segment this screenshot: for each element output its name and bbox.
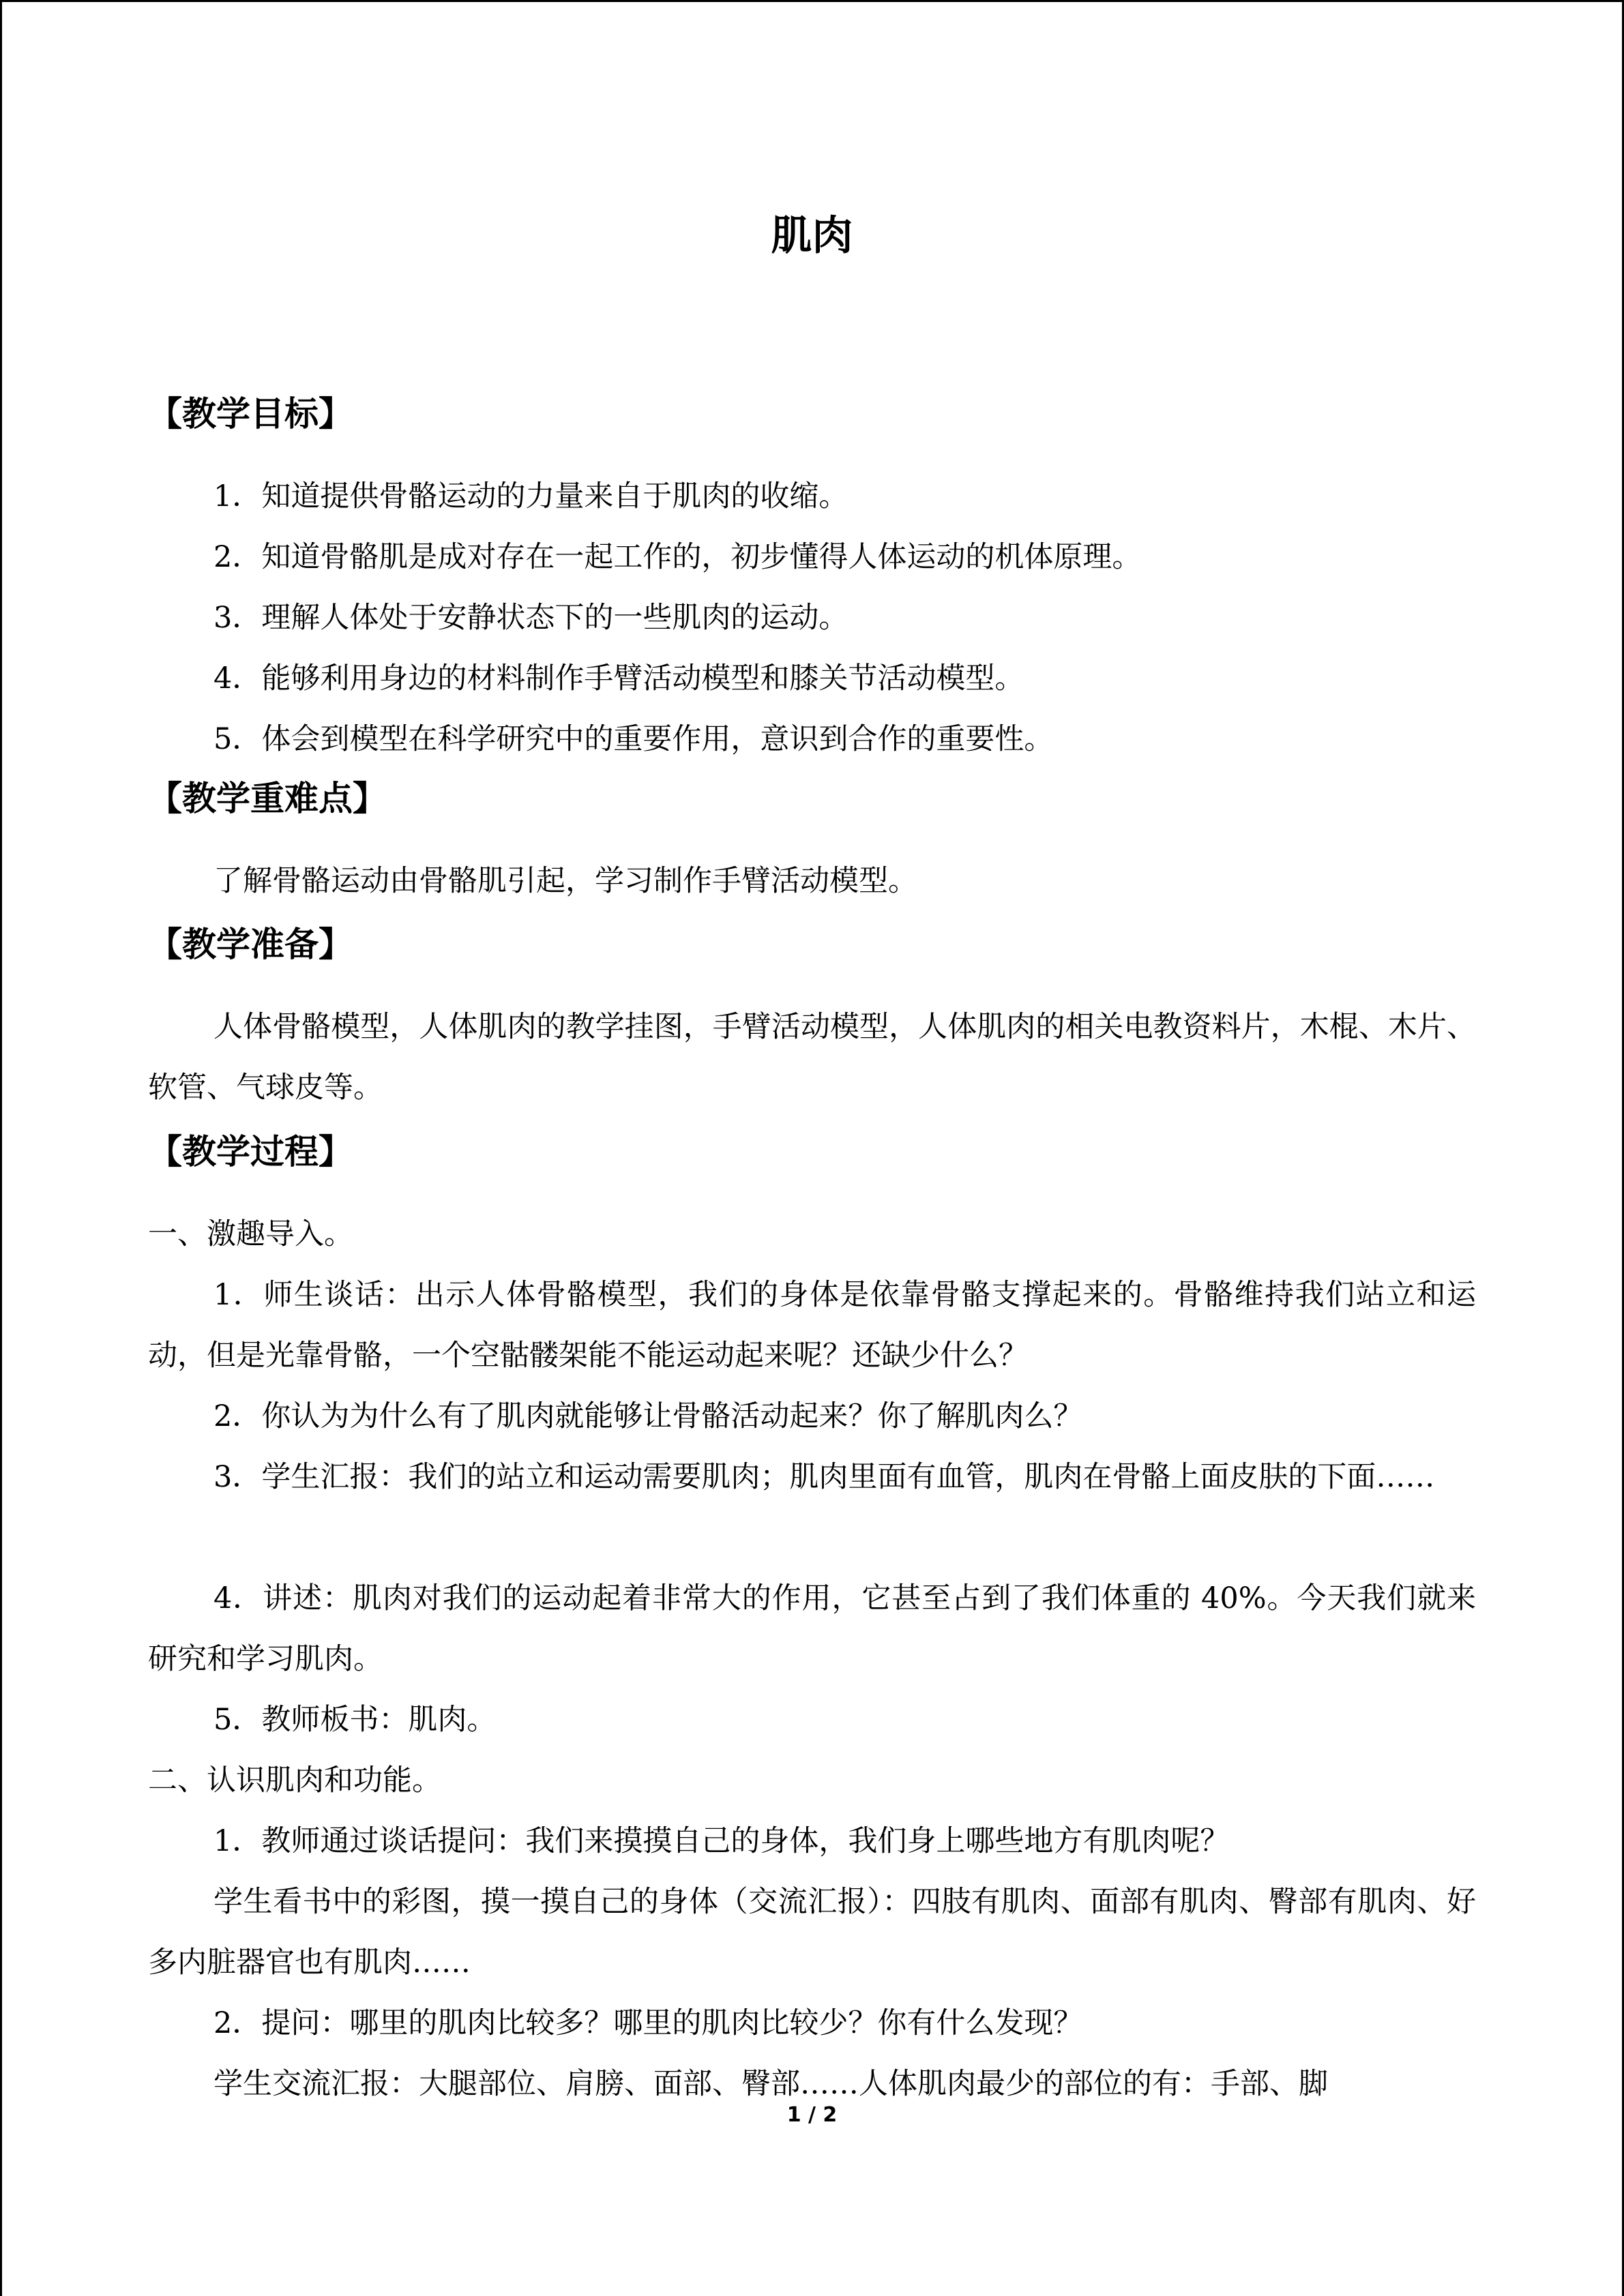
- heading-goals: 【教学目标】: [148, 394, 353, 434]
- process-part1-item-1: 1．师生谈话：出示人体骨骼模型，我们的身体是依靠骨骼支撑起来的。骨骼维持我们站立和运动，但是光靠骨骼，一个空骷髅架能不能运动起来呢？还缺少什么？: [148, 1278, 1476, 1373]
- process-part2-item-2: 学生看书中的彩图，摸一摸自己的身体（交流汇报）：四肢有肌肉、面部有肌肉、臀部有肌肉、好多内脏器官也有肌肉……: [148, 1885, 1476, 1980]
- preparation-text: 人体骨骼模型，人体肌肉的教学挂图，手臂活动模型，人体肌肉的相关电教资料片，木棍、木片、软管、气球皮等。: [148, 1010, 1476, 1105]
- process-part1-item-3: 3．学生汇报：我们的站立和运动需要肌肉；肌肉里面有血管，肌肉在骨骼上面皮肤的下面……: [213, 1460, 1435, 1494]
- heading-process: 【教学过程】: [148, 1132, 353, 1172]
- process-part2-item-4: 学生交流汇报：大腿部位、肩膀、面部、臀部……人体肌肉最少的部位的有：手部、脚: [213, 2067, 1328, 2101]
- process-part1-item-2: 2．你认为为什么有了肌肉就能够让骨骼活动起来？你了解肌肉么？: [213, 1399, 1083, 1433]
- page-top-border: [0, 0, 1624, 2]
- process-part1-item-5: 5．教师板书：肌肉。: [213, 1703, 497, 1737]
- heading-key-points: 【教学重难点】: [148, 779, 387, 818]
- goal-item-5: 5．体会到模型在科学研究中的重要作用，意识到合作的重要性。: [213, 722, 1054, 756]
- document-title: 肌肉: [771, 212, 853, 260]
- process-part1-title: 一、激趣导入。: [148, 1217, 353, 1251]
- process-part2-title: 二、认识肌肉和功能。: [148, 1763, 441, 1798]
- goal-item-2: 2．知道骨骼肌是成对存在一起工作的，初步懂得人体运动的机体原理。: [213, 540, 1142, 574]
- key-points-text: 了解骨骼运动由骨骼肌引起，学习制作手臂活动模型。: [213, 864, 917, 898]
- goal-item-1: 1．知道提供骨骼运动的力量来自于肌肉的收缩。: [213, 479, 848, 513]
- goal-item-4: 4．能够利用身边的材料制作手臂活动模型和膝关节活动模型。: [213, 661, 1024, 696]
- goal-item-3: 3．理解人体处于安静状态下的一些肌肉的运动。: [213, 601, 848, 635]
- process-part1-item-4: 4．讲述：肌肉对我们的运动起着非常大的作用，它甚至占到了我们体重的 40%。今天我们就来研究和学习肌肉。: [148, 1581, 1476, 1676]
- heading-preparation: 【教学准备】: [148, 925, 353, 964]
- page-number: 1 / 2: [786, 2103, 838, 2127]
- page-left-border: [0, 0, 2, 2296]
- process-part2-item-1: 1．教师通过谈话提问：我们来摸摸自己的身体，我们身上哪些地方有肌肉呢？: [213, 1824, 1230, 1858]
- process-part2-item-3: 2．提问：哪里的肌肉比较多？哪里的肌肉比较少？你有什么发现？: [213, 2006, 1083, 2040]
